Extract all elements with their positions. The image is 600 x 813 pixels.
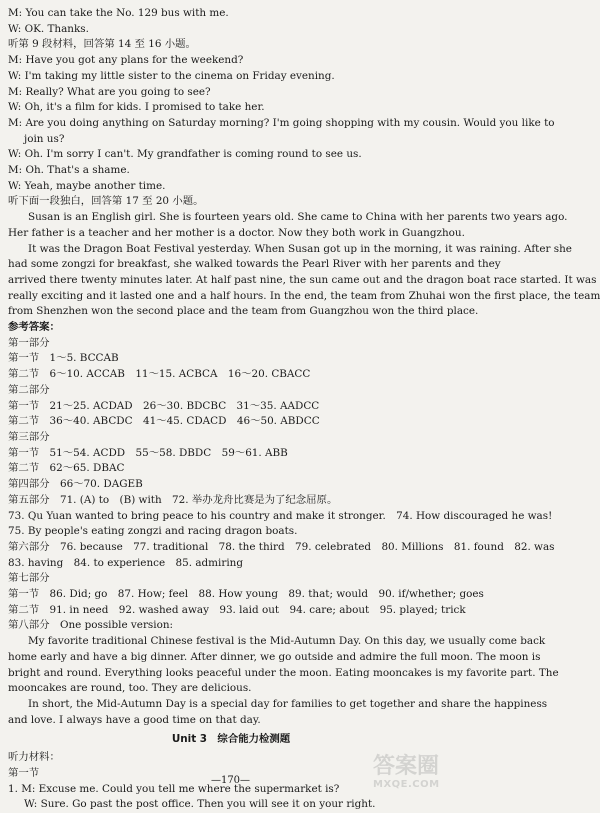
text-line: and love. I always have a good time on that day. bbox=[8, 713, 261, 726]
page-number: —170— bbox=[210, 775, 251, 786]
text-line: 83. having 84. to experience 85. admiring bbox=[8, 556, 243, 569]
text-line: 听力材料： bbox=[8, 751, 60, 764]
text-line: 第二节 91. in need 92. washed away 93. laid out 94. care; about 95. played; trick bbox=[8, 603, 466, 616]
text-line: M: Really? What are you going to see? bbox=[8, 85, 211, 98]
text-line: arrived there twenty minutes later. At half past nine, the sun came out and the dragon boat race started. It was bbox=[8, 273, 597, 286]
text-line: 1. M: Excuse me. Could you tell me where the supermarket is? bbox=[8, 782, 340, 795]
page-content bbox=[8, 6, 600, 813]
text-line: 第二节 36～40. ABCDC 41～45. CDACD 46～50. ABDCC bbox=[8, 415, 320, 428]
text-line: Her father is a teacher and her mother is a doctor. Now they both work in Guangzhou. bbox=[8, 226, 465, 239]
text-line: 第八部分 One possible version: bbox=[8, 619, 174, 632]
text-line: 第二节 6～10. ACCAB 11～15. ACBCA 16～20. CBACC bbox=[8, 368, 311, 381]
text-block bbox=[8, 6, 600, 728]
watermark-logo bbox=[373, 755, 455, 797]
text-line: 第一节 bbox=[8, 767, 40, 780]
text-line: 听下面一段独白，回答第 17 至 20 小题。 bbox=[8, 195, 204, 208]
text-line: 第六部分 76. because 77. traditional 78. the third 79. celebrated 80. Millions 81. found 82. was bbox=[8, 540, 555, 553]
text-line: W: Oh. I'm sorry I can't. My grandfather is coming round to see us. bbox=[8, 148, 362, 161]
text-line: 第五部分 71. (A) to (B) with 72. 举办龙舟比赛是为了纪念屈原。 bbox=[8, 493, 338, 506]
text-line: M: Have you got any plans for the weekend? bbox=[8, 54, 244, 67]
text-line: 第四部分 66～70. DAGEB bbox=[8, 478, 143, 491]
text-line: W: I'm taking my little sister to the cinema on Friday evening. bbox=[8, 69, 335, 82]
text-line: 73. Qu Yuan wanted to bring peace to his country and make it stronger. 74. How discouraged he was! bbox=[8, 509, 553, 522]
text-line: M: Are you doing anything on Saturday morning? I'm going shopping with my cousin. Would you like to bbox=[8, 116, 555, 129]
text-line: from Shenzhen won the second place and the team from Guangzhou won the third place. bbox=[8, 305, 479, 318]
text-line: W: OK. Thanks. bbox=[8, 22, 89, 35]
text-line: 第三部分 bbox=[8, 430, 50, 443]
watermark-logo-url: MXQE.COM bbox=[373, 779, 440, 790]
text-line: 第一节 21～25. ACDAD 26～30. BDCBC 31～35. AADCC bbox=[8, 399, 320, 412]
unit-heading: Unit 3 综合能力检测题 bbox=[171, 733, 291, 746]
text-line: 听第 9 段材料，回答第 14 至 16 小题。 bbox=[8, 38, 196, 51]
text-line: 第二节 62～65. DBAC bbox=[8, 462, 125, 475]
text-line: 第一部分 bbox=[8, 336, 50, 349]
text-line: bright and round. Everything looks peaceful under the moon. Eating mooncakes is my favorite part. The bbox=[8, 666, 559, 679]
text-line: It was the Dragon Boat Festival yesterday. When Susan got up in the morning, it was raining. After she bbox=[28, 242, 572, 255]
text-line: 参考答案： bbox=[8, 321, 60, 334]
text-line: had some zongzi for breakfast, she walked towards the Pearl River with her parents and they bbox=[8, 258, 501, 271]
text-line: Susan is an English girl. She is fourteen years old. She came to China with her parents two years ago. bbox=[28, 211, 568, 224]
text-line: In short, the Mid-Autumn Day is a special day for families to get together and share the happiness bbox=[28, 697, 548, 710]
text-line: 第一节 1～5. BCCAB bbox=[8, 352, 119, 365]
text-line: home early and have a big dinner. After dinner, we go outside and admire the full moon. The moon is bbox=[8, 650, 541, 663]
text-line: W: Oh, it's a film for kids. I promised to take her. bbox=[8, 101, 265, 114]
text-line: W: Sure. Go past the post office. Then you will see it on your right. bbox=[24, 798, 376, 811]
text-line: join us? bbox=[24, 132, 65, 145]
text-line: mooncakes are round, too. They are delicious. bbox=[8, 682, 252, 695]
text-line: 第一节 86. Did; go 87. How; feel 88. How young 89. that; would 90. if/whether; goes bbox=[8, 588, 484, 601]
watermark-logo-mark: 答案圈 bbox=[373, 754, 440, 779]
text-line: 第二部分 bbox=[8, 383, 50, 396]
text-line: W: Yeah, maybe another time. bbox=[8, 179, 166, 192]
text-line: 第七部分 bbox=[8, 572, 50, 585]
text-line: My favorite traditional Chinese festival is the Mid-Autumn Day. On this day, we usually come back bbox=[28, 635, 546, 648]
text-line: really exciting and it lasted one and a half hours. In the end, the team from Zhuhai won the first place, the team bbox=[8, 289, 600, 302]
text-line: 第一节 51～54. ACDD 55～58. DBDC 59～61. ABB bbox=[8, 446, 288, 459]
text-line: 75. By people's eating zongzi and racing dragon boats. bbox=[8, 525, 298, 538]
text-line: M: Oh. That's a shame. bbox=[8, 164, 130, 177]
text-line: M: You can take the No. 129 bus with me. bbox=[8, 7, 229, 19]
